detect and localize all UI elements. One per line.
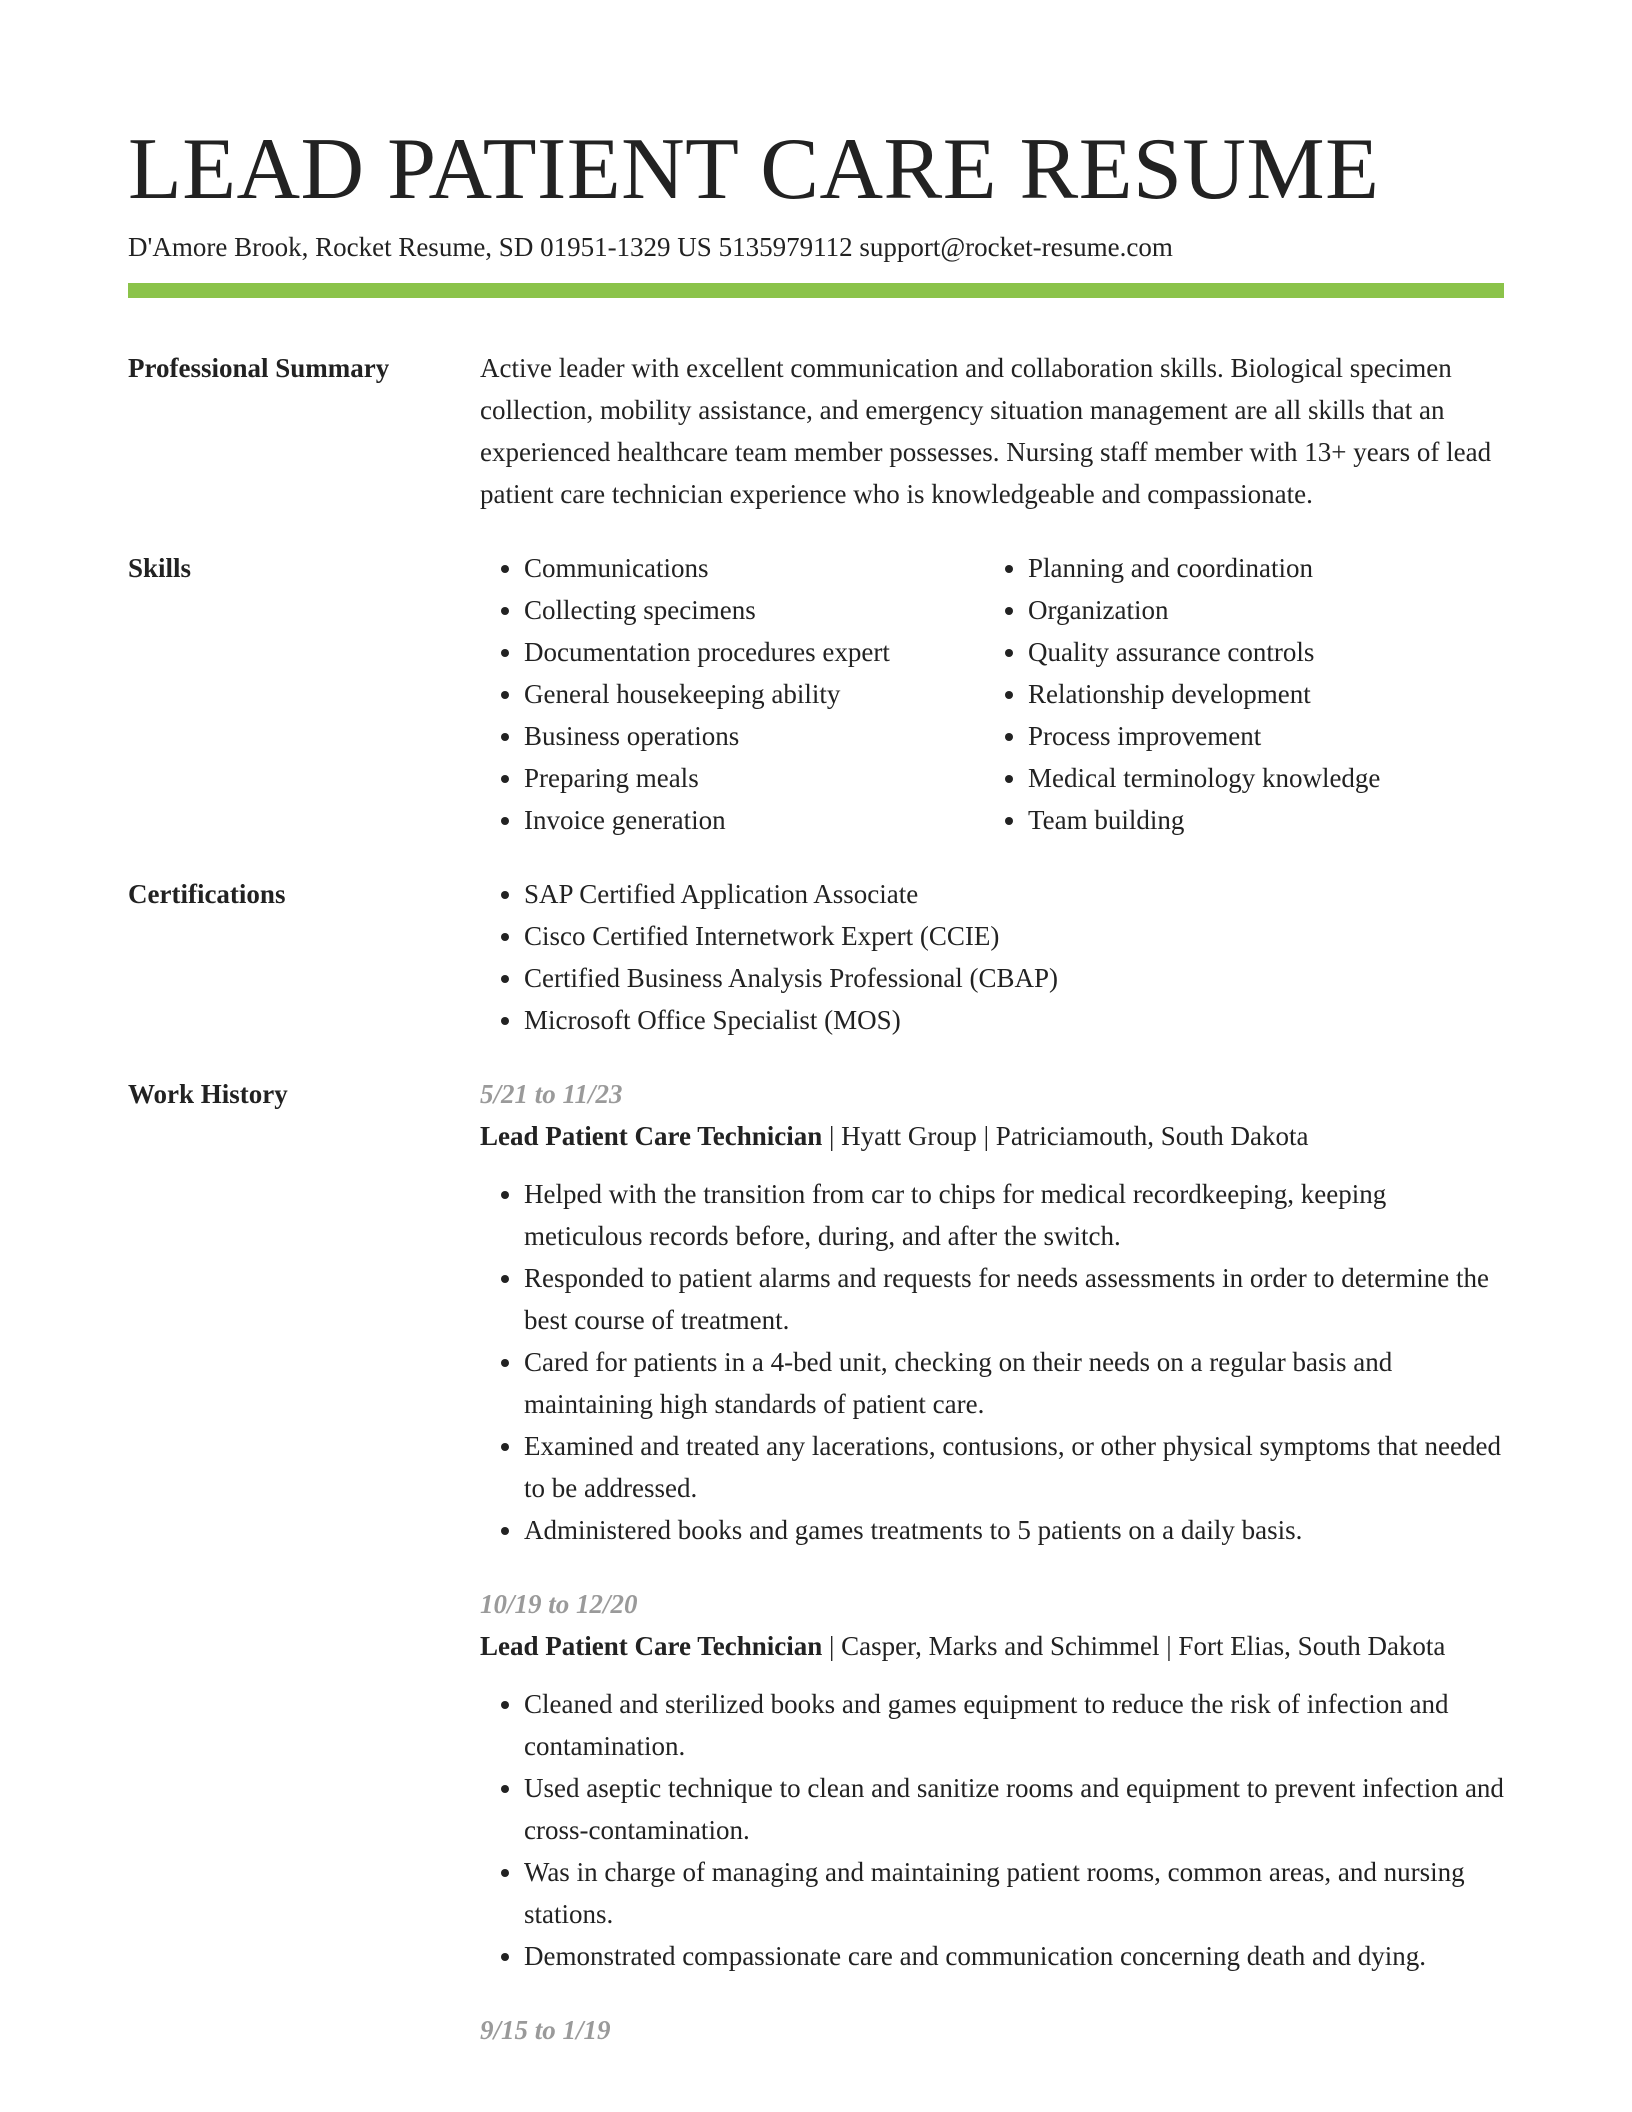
job-duty: • Cleaned and sterilized books and games equipment to reduce the risk of infection and contamination. (524, 1683, 1504, 1767)
contact-line: D'Amore Brook, Rocket Resume, SD 01951-1329 US 5135979112 support@rocket-resume.com (128, 232, 1173, 262)
skill-item: • Team building (1028, 799, 1488, 841)
job-title-line (480, 1625, 1504, 1667)
skill-item: • Invoice generation (524, 799, 984, 841)
section-skills (128, 547, 1504, 841)
skill-item: • Planning and coordination (1028, 547, 1488, 589)
certification-item: • Cisco Certified Internetwork Expert (CCIE) (524, 915, 1504, 957)
job-role: Lead Patient Care Technician (480, 1121, 823, 1151)
section-work-history (128, 1073, 1504, 2051)
job-duty: • Responded to patient alarms and requests for needs assessments in order to determine the best course of treatment. (524, 1257, 1504, 1341)
job-entry (480, 1073, 1504, 1551)
section-professional-summary (128, 347, 1504, 515)
skills-columns (480, 547, 1504, 841)
section-label-skills: Skills (128, 553, 192, 583)
certification-item: • Microsoft Office Specialist (MOS) (524, 999, 1504, 1041)
skill-item: • Collecting specimens (524, 589, 984, 631)
section-label-summary: Professional Summary (128, 353, 390, 383)
section-body-certifications (480, 873, 1504, 1041)
job-dates: 9/15 to 1/19 (480, 2015, 611, 2045)
job-duty: • Used aseptic technique to clean and sanitize rooms and equipment to prevent infection and cross-contamination. (524, 1767, 1504, 1851)
job-duty: • Examined and treated any lacerations, contusions, or other physical symptoms that needed to be addressed. (524, 1425, 1504, 1509)
resume-title: LEAD PATIENT CARE RESUME (128, 121, 1380, 218)
job-duty: • Administered books and games treatments to 5 patients on a daily basis. (524, 1509, 1504, 1551)
skill-item: • Process improvement (1028, 715, 1488, 757)
certification-item: • Certified Business Analysis Professional (CBAP) (524, 957, 1504, 999)
section-body-work-history (480, 1073, 1504, 2051)
resume-page (128, 120, 1504, 2051)
skill-item: • Communications (524, 547, 984, 589)
skill-item: • Organization (1028, 589, 1488, 631)
job-entry (480, 2009, 1504, 2051)
skill-item: • Quality assurance controls (1028, 631, 1488, 673)
section-body-summary (480, 347, 1504, 515)
job-employer-location: | Casper, Marks and Schimmel | Fort Elias, South Dakota (822, 1631, 1446, 1661)
section-label-certifications: Certifications (128, 879, 286, 909)
job-employer-location: | Hyatt Group | Patriciamouth, South Dakota (822, 1121, 1309, 1151)
skill-item: • General housekeeping ability (524, 673, 984, 715)
job-dates: 10/19 to 12/20 (480, 1589, 638, 1619)
section-body-skills (480, 547, 1504, 841)
certification-item: • SAP Certified Application Associate (524, 873, 1504, 915)
job-dates: 5/21 to 11/23 (480, 1079, 623, 1109)
job-duty: • Helped with the transition from car to chips for medical recordkeeping, keeping meticulous records before, during, and after the switch. (524, 1173, 1504, 1257)
job-duties-list (480, 1683, 1504, 1977)
skill-item: • Business operations (524, 715, 984, 757)
skill-item: • Medical terminology knowledge (1028, 757, 1488, 799)
job-title-line (480, 1115, 1504, 1157)
skills-list-left (480, 547, 984, 841)
skill-item: • Documentation procedures expert (524, 631, 984, 673)
job-role: Lead Patient Care Technician (480, 1631, 823, 1661)
accent-divider (128, 283, 1504, 298)
summary-text: Active leader with excellent communication and collaboration skills. Biological specimen collection, mobility assistance, and emergency situation management are all skills that an experienced healthcare team member possesses. Nursing staff member with 13+ years of lead patient care technician experience who is knowledgeable and compassionate. (480, 353, 1492, 509)
skills-list-right (984, 547, 1488, 841)
job-entry (480, 1583, 1504, 1977)
skill-item: • Preparing meals (524, 757, 984, 799)
section-label-work-history: Work History (128, 1079, 288, 1109)
skill-item: • Relationship development (1028, 673, 1488, 715)
job-duties-list (480, 1173, 1504, 1551)
job-duty: • Was in charge of managing and maintaining patient rooms, common areas, and nursing stations. (524, 1851, 1504, 1935)
section-certifications (128, 873, 1504, 1041)
job-duty: • Cared for patients in a 4-bed unit, checking on their needs on a regular basis and maintaining high standards of patient care. (524, 1341, 1504, 1425)
job-duty: • Demonstrated compassionate care and communication concerning death and dying. (524, 1935, 1504, 1977)
certifications-list (480, 873, 1504, 1041)
